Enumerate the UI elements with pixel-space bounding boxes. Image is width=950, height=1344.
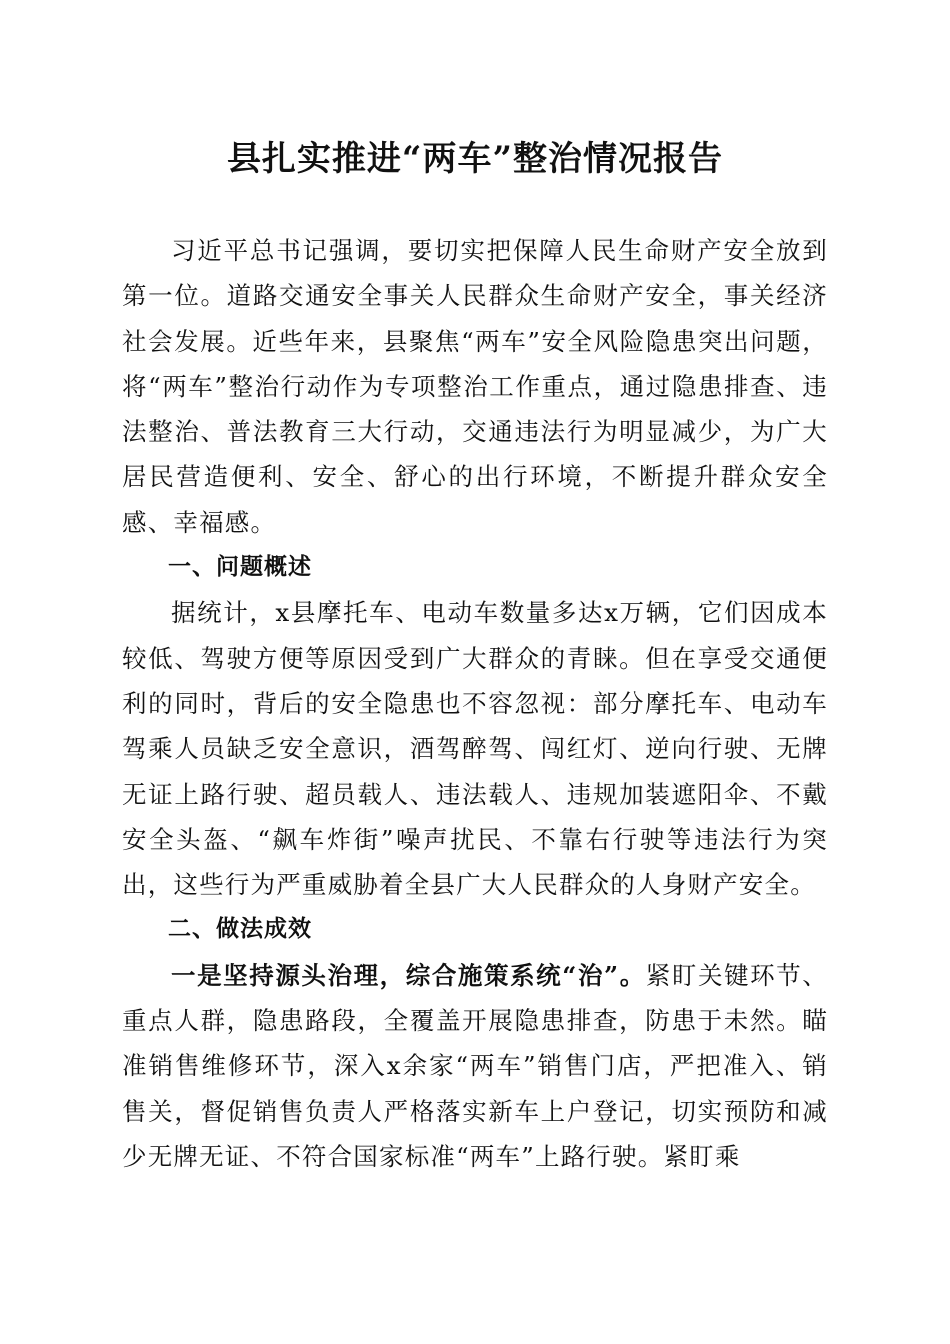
practices-paragraph-text: 紧盯关键环节、重点人群，隐患路段，全覆盖开展隐患排查，防患于未然。瞄准销售维修环节，深入x余家“两车”销售门店，严把准入、销售关，督促销售负责人严格落实新车上户登记，切实预防和减少无牌无证、不符合国家标准“两车”上路行驶。紧盯乘 (122, 960, 829, 1171)
section-heading-practices-results: 二、做法成效 (168, 916, 312, 943)
section-heading-problem-overview: 一、问题概述 (168, 554, 312, 581)
document-body (122, 228, 828, 1179)
practices-paragraph (122, 953, 828, 1179)
problem-overview-paragraph: 据统计，x县摩托车、电动车数量多达x万辆，它们因成本较低、驾驶方便等原因受到广大群众的青睐。但在享受交通便利的同时，背后的安全隐患也不容忽视：部分摩托车、电动车驾乘人员缺乏安全意识，酒驾醉驾、闯红灯、逆向行驶、无牌无证上路行驶、超员载人、违法载人、违规加装遮阳伞、不戴安全头盔、“飙车炸街”噪声扰民、不靠右行驶等违法行为突出，这些行为严重威胁着全县广大人民群众的人身财产安全。 (122, 598, 828, 900)
document-title: 县扎实推进“两车”整治情况报告 (226, 139, 724, 179)
practices-lead-sentence: 一是坚持源头治理，综合施策系统“治”。 (171, 960, 646, 990)
intro-paragraph: 习近平总书记强调，要切实把保障人民生命财产安全放到第一位。道路交通安全事关人民群众生命财产安全，事关经济社会发展。近些年来，县聚焦“两车”安全风险隐患突出问题，将“两车”整治行动作为专项整治工作重点，通过隐患排查、违法整治、普法教育三大行动，交通违法行为明显减少，为广大居民营造便利、安全、舒心的出行环境，不断提升群众安全感、幸福感。 (122, 236, 828, 537)
